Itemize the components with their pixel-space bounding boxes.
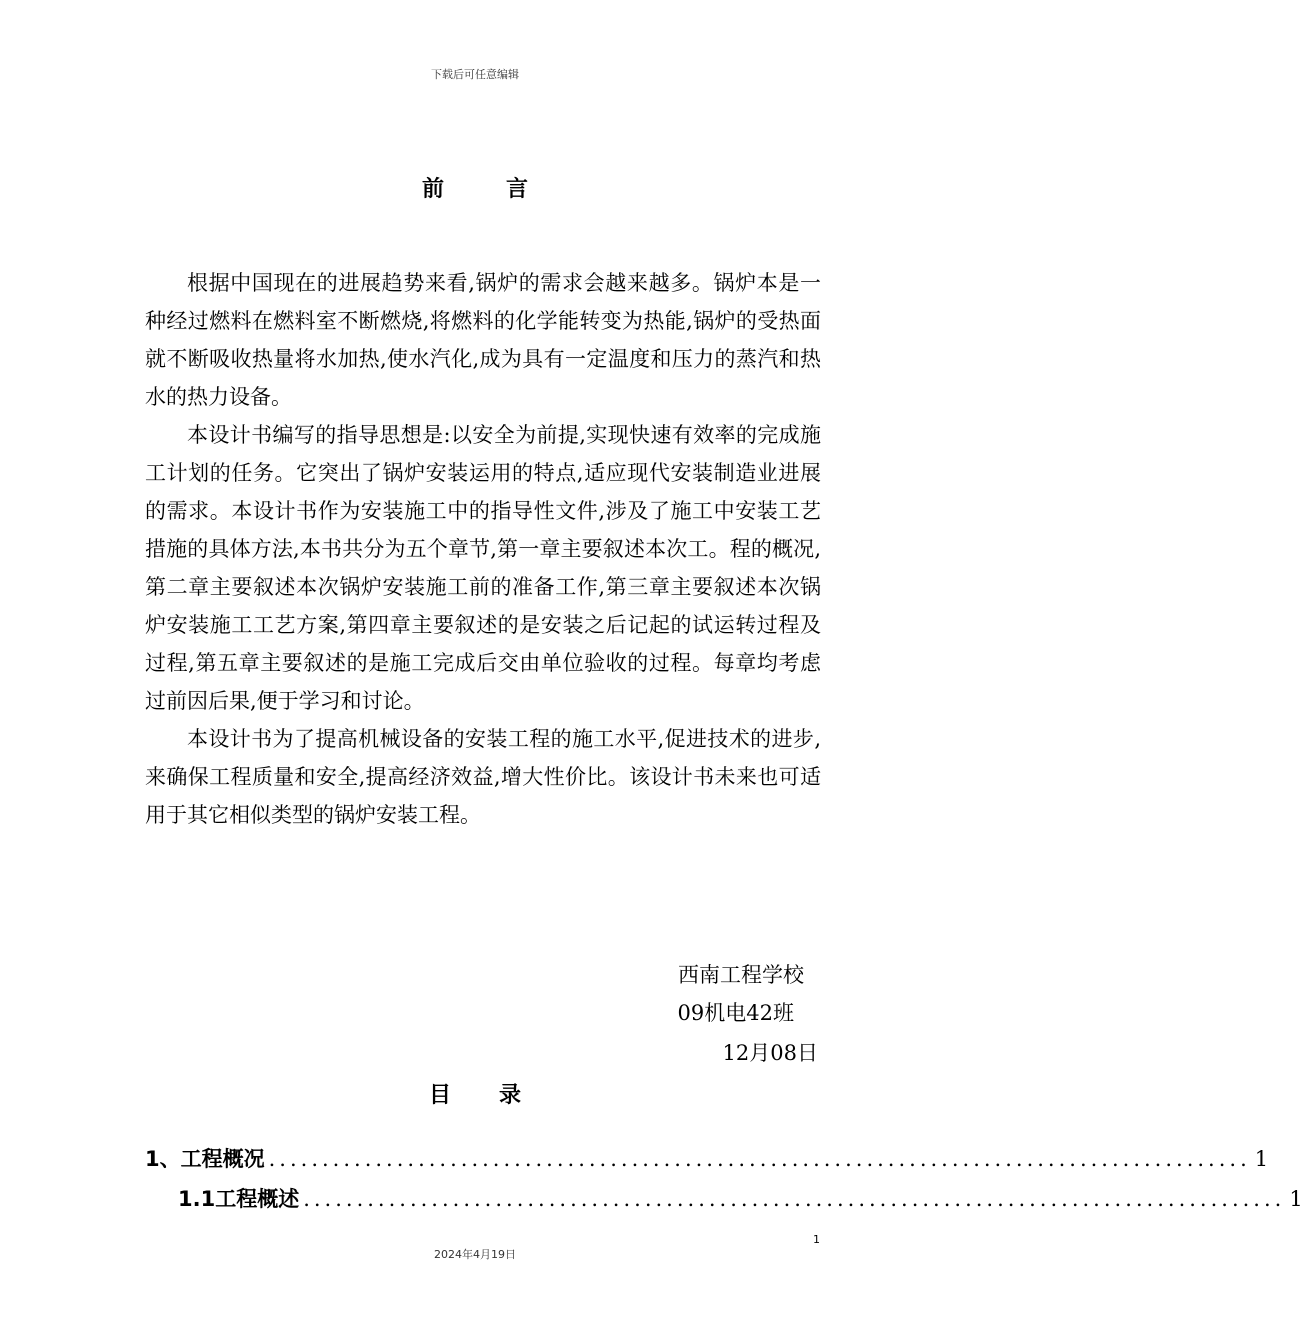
paragraph: 本设计书编写的指导思想是:以安全为前提,实现快速有效率的完成施工计划的任务。它突出了锅炉安装运用的特点,适应现代安装制造业进展的需求。本设计书作为安装施工中的指导性文件,涉及了施工中安装工艺措施的具体方法,本书共分为五个章节,第一章主要叙述本次工。程的概况,第二章主要叙述本次锅炉安装施工前的准备工作,第三章主要叙述本次锅炉安装施工工艺方案,第四章主要叙述的是安装之后记起的试运转过程及过程,第五章主要叙述的是施工完成后交由单位验收的过程。每章均考虑过前因后果,便于学习和讨论。 [145,423,821,713]
toc-entry-label: 1、工程概况 [145,1147,265,1171]
toc-entry[interactable] [145,1140,1269,1178]
toc-leader-dots: ............................................................................................ [303,1187,1286,1211]
header-note: 下载后可任意编辑 [431,68,519,81]
signature-date: 12月08日 [722,1041,818,1065]
preface-title: 前言 [421,177,590,202]
paragraph: 本设计书为了提高机械设备的安装工程的施工水平,促进技术的进步,来确保工程质量和安全,提高经济效益,增大性价比。该设计书未来也可适用于其它相似类型的锅炉安装工程。 [145,727,821,827]
paragraph: 根据中国现在的进展趋势来看,锅炉的需求会越来越多。锅炉本是一种经过燃料在燃料室不断燃烧,将燃料的化学能转变为热能,锅炉的受热面就不断吸收热量将水加热,使水汽化,成为具有一定温度和压力的蒸汽和热水的热力设备。 [145,271,821,409]
preface-body [145,264,821,834]
signature-class: 09机电42班 [677,1001,794,1025]
toc-entry-page: 1 [1289,1187,1303,1211]
toc-leader-dots: ............................................................................................ [268,1147,1251,1171]
toc-title: 目录 [428,1083,569,1108]
footer-date: 2024年4月19日 [434,1248,516,1261]
toc-entry-page: 1 [1254,1147,1269,1171]
signature-school: 西南工程学校 [678,963,804,987]
toc-entry[interactable] [178,1180,1303,1218]
toc-entry-label: 1.1工程概述 [178,1187,300,1211]
page-number: 1 [813,1233,820,1246]
